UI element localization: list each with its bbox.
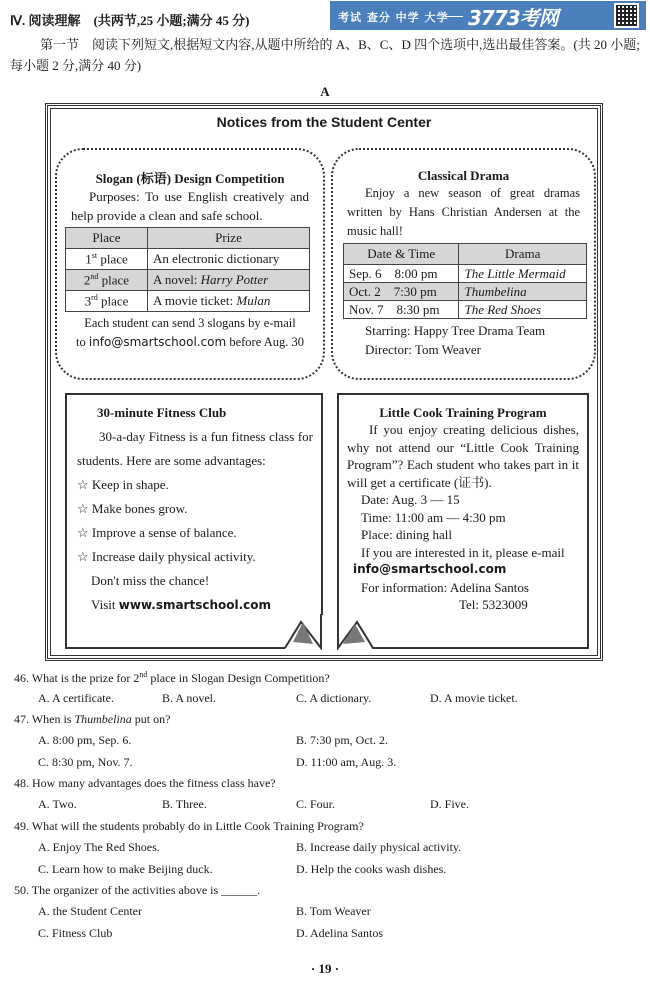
question-title: Thumbelina <box>74 712 132 726</box>
prize: A movie ticket: <box>153 293 237 308</box>
watermark-logo: 3773考网 <box>468 6 558 30</box>
prize-title: Mulan <box>236 293 271 308</box>
slogan-box <box>55 148 325 380</box>
cook-interest: If you are interested in it, please e-mail <box>361 544 565 560</box>
table-row <box>344 283 587 301</box>
star-icon: ☆ <box>77 549 89 564</box>
slogan-purpose: Purposes: To use English creatively and help provide a clean and safe school. <box>71 189 309 223</box>
star-icon: ☆ <box>77 525 89 540</box>
section-heading: Ⅳ. 阅读理解 (共两节,25 小题;满分 45 分) <box>10 13 250 28</box>
question-text: place in Slogan Design Competition? <box>147 671 330 685</box>
email-link[interactable]: info@smartschool.com <box>88 335 227 349</box>
drama-name: Thumbelina <box>464 283 527 299</box>
date-time: Oct. 2 7:30 pm <box>344 283 459 301</box>
visit-label: Visit <box>91 597 119 612</box>
watermark-divider <box>445 16 463 17</box>
cook-time: Time: 11:00 am — 4:30 pm <box>361 509 506 525</box>
list-item <box>77 473 321 497</box>
place-label: place <box>97 293 129 309</box>
place-num: 3 <box>84 293 92 309</box>
option-b[interactable]: B. Three. <box>162 797 207 811</box>
deadline: before Aug. 30 <box>226 335 304 349</box>
question-text: The organizer of the activities above is ______. <box>31 883 261 897</box>
speech-tail-icon <box>335 612 591 650</box>
drama-name: The Little Mermaid <box>464 265 566 281</box>
passage-label: A <box>320 84 330 99</box>
table-row <box>66 249 310 270</box>
question-number: 47. <box>14 712 29 726</box>
drama-table <box>343 243 587 319</box>
option-d[interactable]: D. 11:00 am, Aug. 3. <box>296 755 397 769</box>
cook-intro: If you enjoy creating delicious dishes, why not attend our “Little Cook Training Program”? Each student who takes part in it will get a certificate (证书). <box>347 422 579 490</box>
place-num: 1 <box>85 251 92 267</box>
table-header: Drama <box>459 244 587 265</box>
date-time: Sep. 6 8:00 pm <box>344 265 459 283</box>
option-d[interactable]: D. Help the cooks wash dishes. <box>296 862 447 876</box>
option-d[interactable]: D. A movie ticket. <box>430 691 518 705</box>
option-a[interactable]: A. Enjoy The Red Shoes. <box>38 840 160 854</box>
question-text: What is the prize for 2 <box>31 671 140 685</box>
page-number: · 19 · <box>310 961 340 976</box>
question-number: 50. <box>14 883 29 897</box>
option-a[interactable]: A. 8:00 pm, Sep. 6. <box>38 733 132 747</box>
star-icon: ☆ <box>77 501 89 516</box>
list-item <box>77 521 321 545</box>
list-item <box>77 545 321 569</box>
prize: An electronic dictionary <box>153 251 280 266</box>
option-c[interactable]: C. Learn how to make Beijing duck. <box>38 862 213 876</box>
drama-intro: Enjoy a new season of great dramas written by Hans Christian Andersen at the music hall! <box>347 186 580 238</box>
question-46 <box>14 670 330 686</box>
section-instructions: 第一节 阅读下列短文,根据短文内容,从题中所给的 A、B、C、D 四个选项中,选出最佳答案。(共 20 小题;每小题 2 分,满分 40 分) <box>10 37 640 73</box>
star-icon: ☆ <box>77 477 89 492</box>
place-suffix: nd <box>90 271 99 281</box>
cook-contact: For information: Adelina Santos <box>361 579 529 595</box>
place-label: place <box>97 251 128 267</box>
cook-phone: Tel: 5323009 <box>459 597 528 612</box>
place-suffix: st <box>91 250 98 260</box>
cook-date: Date: Aug. 3 — 15 <box>361 492 460 507</box>
advantage: Make bones grow. <box>91 501 188 516</box>
option-b[interactable]: B. A novel. <box>162 691 217 705</box>
drama-name: The Red Shoes <box>464 301 542 317</box>
place-num: 2 <box>83 272 91 288</box>
option-b[interactable]: B. Increase daily physical activity. <box>296 840 462 854</box>
fitness-title: 30-minute Fitness Club <box>97 405 227 420</box>
slogan-title: Slogan (标语) Design Competition <box>95 171 285 186</box>
question-text: When is <box>31 712 75 726</box>
prize-title: Harry Potter <box>200 272 269 287</box>
drama-director: Director: Tom Weaver <box>365 342 481 357</box>
option-b[interactable]: B. Tom Weaver <box>296 904 371 918</box>
table-row <box>344 265 587 283</box>
table-header: Date & Time <box>344 244 459 265</box>
option-c[interactable]: C. 8:30 pm, Nov. 7. <box>38 755 133 769</box>
website-link[interactable]: www.smartschool.com <box>118 598 272 612</box>
table-header: Place <box>66 228 148 249</box>
drama-starring: Starring: Happy Tree Drama Team <box>365 323 546 338</box>
watermark-tags: 考试 查分 中学 大学 <box>338 11 449 24</box>
place-label: place <box>98 272 130 288</box>
cook-box <box>337 393 589 615</box>
prize: A novel: <box>153 272 201 287</box>
advantage-list <box>67 473 321 569</box>
fitness-box <box>65 393 323 615</box>
question-48 <box>14 776 276 791</box>
option-d[interactable]: D. Five. <box>430 797 469 811</box>
notice-title: Notices from the Student Center <box>216 114 432 130</box>
drama-box <box>331 148 596 380</box>
prize-table <box>65 227 310 312</box>
fitness-intro: 30-a-day Fitness is a fun fitness class for students. Here are some advantages: <box>77 429 313 468</box>
advantage: Keep in shape. <box>91 477 169 492</box>
option-c[interactable]: C. Fitness Club <box>38 926 113 940</box>
advantage: Increase daily physical activity. <box>91 549 256 564</box>
option-d[interactable]: D. Adelina Santos <box>296 926 383 940</box>
list-item <box>77 497 321 521</box>
table-row <box>66 291 310 312</box>
question-number: 46. <box>14 671 29 685</box>
slogan-note: Each student can send 3 slogans by e-mail <box>84 316 296 330</box>
table-row <box>344 301 587 319</box>
cook-email-link[interactable]: info@smartschool.com <box>353 562 507 576</box>
cook-title: Little Cook Training Program <box>379 405 547 420</box>
question-number: 49. <box>14 819 29 833</box>
question-50 <box>14 883 260 898</box>
date-time: Nov. 7 8:30 pm <box>344 301 459 319</box>
option-b[interactable]: B. 7:30 pm, Oct. 2. <box>296 733 388 747</box>
place-suffix: rd <box>91 292 98 302</box>
question-sup: nd <box>139 670 148 679</box>
table-header: Prize <box>148 228 310 249</box>
advantage: Improve a sense of balance. <box>91 525 237 540</box>
option-a[interactable]: A. Two. <box>38 797 77 811</box>
cook-place: Place: dining hall <box>361 527 452 542</box>
qr-code-icon <box>614 3 639 28</box>
option-a[interactable]: A. the Student Center <box>38 904 142 918</box>
speech-tail-icon <box>63 612 325 650</box>
option-c[interactable]: C. A dictionary. <box>296 691 372 705</box>
fitness-closing: Don't miss the chance! <box>91 573 210 588</box>
slogan-contact <box>57 333 323 352</box>
table-row <box>66 270 310 291</box>
question-number: 48. <box>14 776 29 790</box>
contact-prefix: to <box>76 335 89 349</box>
option-a[interactable]: A. A certificate. <box>38 691 114 705</box>
question-49 <box>14 819 364 834</box>
question-text: What will the students probably do in Little Cook Training Program? <box>31 819 364 833</box>
question-text: put on? <box>131 712 171 726</box>
option-c[interactable]: C. Four. <box>296 797 336 811</box>
question-text: How many advantages does the fitness class have? <box>32 776 276 790</box>
question-47 <box>14 712 170 727</box>
drama-title: Classical Drama <box>417 168 510 183</box>
